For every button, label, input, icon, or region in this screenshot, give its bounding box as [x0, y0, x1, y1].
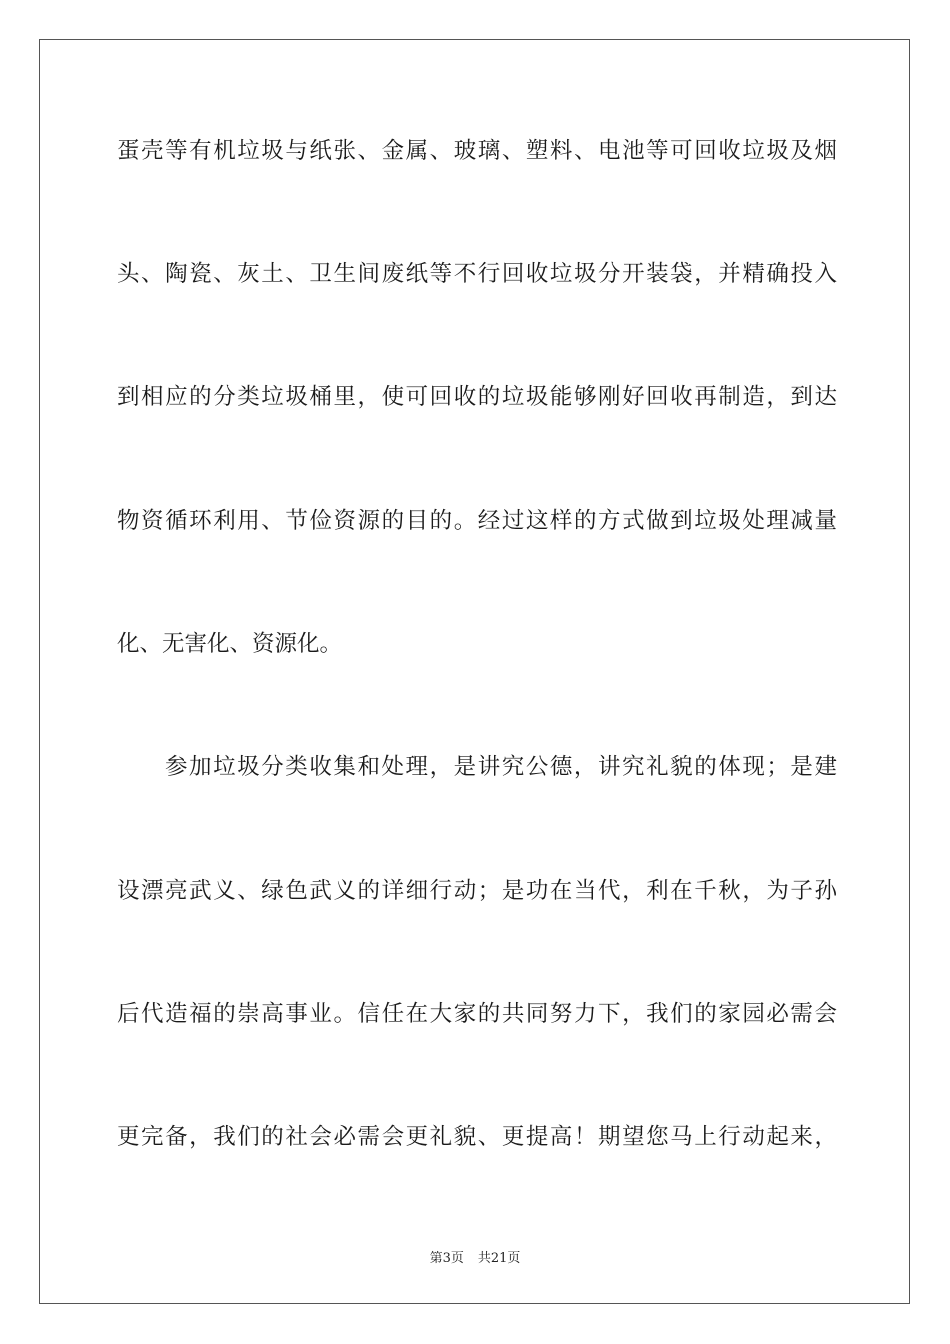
paragraph-1-line-3: 到相应的分类垃圾桶里，使可回收的垃圾能够刚好回收再制造，到达 [117, 384, 837, 410]
paragraph-1-line-1: 蛋壳等有机垃圾与纸张、金属、玻璃、塑料、电池等可回收垃圾及烟 [117, 138, 837, 164]
paragraph-2-line-3: 后代造福的崇高事业。信任在大家的共同努力下，我们的家园必需会 [117, 1001, 837, 1027]
page-footer [0, 1247, 950, 1266]
paragraph-2-line-2: 设漂亮武义、绿色武义的详细行动；是功在当代，利在千秋，为子孙 [117, 878, 837, 904]
paragraph-2-line-4: 更完备，我们的社会必需会更礼貌、更提高！期望您马上行动起来， [117, 1124, 837, 1150]
page-number: 第3页 [429, 1251, 464, 1266]
paragraph-1-line-4: 物资循环利用、节俭资源的目的。经过这样的方式做到垃圾处理减量 [117, 508, 837, 534]
page-total: 共21页 [477, 1251, 521, 1266]
paragraph-1-line-2: 头、陶瓷、灰土、卫生间废纸等不行回收垃圾分开装袋，并精确投入 [117, 261, 837, 287]
page-border [39, 39, 910, 1304]
paragraph-1-line-5: 化、无害化、资源化。 [117, 631, 343, 657]
paragraph-2-line-1: 参加垃圾分类收集和处理，是讲究公德，讲究礼貌的体现；是建 [165, 754, 837, 780]
